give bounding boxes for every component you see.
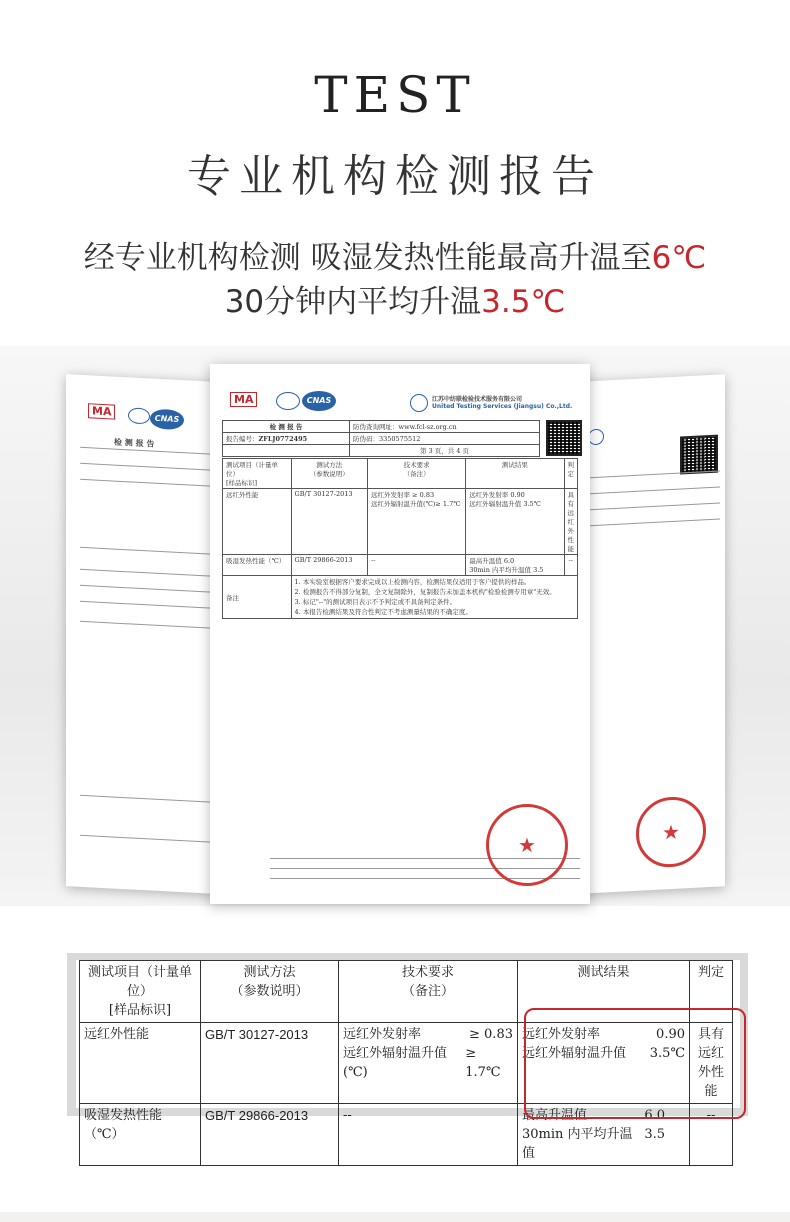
uts-logo-icon bbox=[410, 394, 428, 412]
qr-code-icon bbox=[546, 420, 582, 456]
row1-item: 远红外性能 bbox=[80, 1023, 201, 1104]
right-inspection-seal bbox=[636, 795, 706, 869]
row2-result: 最高升温值 6.0 30min 内平均升温值 3.5 bbox=[518, 1104, 690, 1166]
row1-judge: 具有远红外性能 bbox=[690, 1023, 733, 1104]
col-header-method: 测试方法 （参数说明） bbox=[201, 961, 339, 1023]
ma-logo-main: MA bbox=[230, 392, 257, 407]
header-line-2 bbox=[0, 276, 790, 321]
row2-method: GB/T 29866-2013 bbox=[201, 1104, 339, 1166]
report-page-left bbox=[66, 374, 216, 894]
inspection-seal bbox=[486, 804, 568, 886]
page-number: 第 3 页，共 4 页 bbox=[350, 445, 540, 457]
report-result-table: 测试项目（计量单位） [样品标识] 测试方法 （参数说明） 技术要求 （备注） 测试结果 判定 远红外性能 GB/T 30127-2013 远红外发射率 ≥ 0.83 远红外辐射温升值(℃)≥ 1.7℃ 远红外发射率 0.90 远红外辐射温升值 3.5℃ 具有远红外性能 吸湿发热性能（℃） GB/T 29866-2013 -- 最高升温值 6.0 30min 内平均升温值 3.5 -- 备注 1. 本实验室根据客户要求完成以上检测内容，检测结果仅适用于客户提供的样品。 2. 检测报告不得部分复制，全文复制除外，复制报告未加盖本机构"检验检测专用章"无效。 3. 标记"--"的测试项目表示不予判定或不具备判定条件。 4. 本报告检测结果及符合性判定不考虑测量结果的不确定度。 bbox=[222, 458, 578, 619]
seal-star-icon: ★ bbox=[518, 833, 536, 857]
right-qr-code-icon bbox=[680, 435, 718, 475]
zoomed-result-table-container bbox=[76, 960, 740, 1161]
row1-requirement: 远红外发射率 ≥ 0.83 远红外辐射温升值(℃) ≥ 1.7℃ bbox=[339, 1023, 518, 1104]
max-temp-highlight: 6℃ bbox=[651, 240, 707, 276]
header-title: 专业机构检测报告 bbox=[187, 151, 603, 202]
header-test: TEST bbox=[314, 66, 476, 124]
query-url-cell: 防伪查询网址：www.fcl-sz.org.cn bbox=[350, 421, 540, 433]
ilac-logo-main-icon bbox=[276, 392, 300, 410]
col-header-requirement: 技术要求 （备注） bbox=[339, 961, 518, 1023]
col-header-item: 测试项目（计量单位） [样品标识] bbox=[80, 961, 201, 1023]
ma-logo: MA bbox=[88, 403, 115, 419]
seal-star-icon: ★ bbox=[662, 819, 680, 845]
result-highlight-box bbox=[524, 1008, 746, 1119]
ilac-logo-icon bbox=[128, 407, 150, 424]
notes-label: 备注 bbox=[223, 576, 292, 619]
lab-name-en: United Testing Services (Jiangsu) Co.,Ltd. bbox=[432, 403, 573, 410]
report-no-cell: 报告编号：ZFLJ0772495 bbox=[223, 433, 350, 445]
row2-requirement: -- bbox=[339, 1104, 518, 1166]
row1-result: 远红外发射率 0.90 远红外辐射温升值 3.5℃ bbox=[518, 1023, 690, 1104]
report-page-right bbox=[580, 374, 725, 894]
header-line-2-text: 30分钟内平均升温 bbox=[224, 284, 482, 320]
col-header-judge: 判定 bbox=[690, 961, 733, 1023]
col-header-result: 测试结果 bbox=[518, 961, 690, 1023]
report-title: 检 测 报 告 bbox=[223, 421, 350, 433]
report-page-main bbox=[210, 364, 590, 904]
left-report-title: 检 测 报 告 bbox=[114, 437, 155, 449]
cnas-logo: CNAS bbox=[150, 408, 184, 430]
avg-temp-highlight: 3.5℃ bbox=[481, 284, 566, 320]
notes-list: 1. 本实验室根据客户要求完成以上检测内容，检测结果仅适用于客户提供的样品。 2. 检测报告不得部分复制，全文复制除外，复制报告未加盖本机构"检验检测专用章"无效。 3. 标记"--"的测试项目表示不予判定或不具备判定条件。 4. 本报告检测结果及符合性判定不考虑测量结果的不确定度。 bbox=[291, 576, 577, 619]
header-line-1-text: 经专业机构检测 吸湿发热性能最高升温至 bbox=[83, 240, 652, 276]
report-meta-table bbox=[222, 420, 540, 457]
row2-judge: -- bbox=[690, 1104, 733, 1166]
footer-band bbox=[0, 1212, 790, 1222]
header-line-1 bbox=[0, 232, 790, 277]
uts-logo-icon bbox=[588, 429, 604, 446]
zoomed-result-panel bbox=[67, 953, 748, 1161]
lab-name-cn: 江苏中纺联检验技术服务有限公司 bbox=[432, 396, 523, 403]
row1-method: GB/T 30127-2013 bbox=[201, 1023, 339, 1104]
cnas-logo-main: CNAS bbox=[302, 391, 336, 411]
row2-item: 吸湿发热性能（℃） bbox=[80, 1104, 201, 1166]
anti-code-cell: 防伪码：3350575512 bbox=[350, 433, 540, 445]
